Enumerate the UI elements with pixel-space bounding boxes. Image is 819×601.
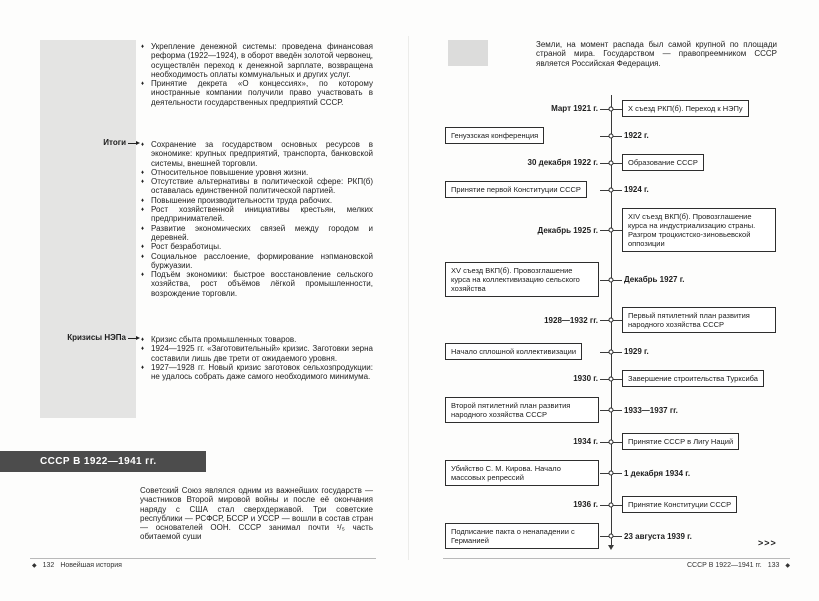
page-number-left: 132 (42, 562, 55, 569)
timeline-node-icon (600, 460, 622, 486)
list-item: ♦ 1927—1928 гг. Новый кризис заготовок сельхозпродукции: не удалось собрать даже самого необходимого минимума. (140, 363, 373, 382)
continuation-gray-box (448, 40, 488, 66)
continuation-arrows: >>> (758, 538, 777, 548)
timeline-event-box: Принятие первой Конституции СССР (445, 181, 587, 198)
list-item: ♦ Принятие декрета «О концессиях», по которому иностранные компании получили право участвовать в деятельности государственных предприятий СССР. (140, 79, 373, 107)
timeline-date: 1922 г. (624, 131, 649, 140)
timeline-date: 1 декабря 1934 г. (624, 468, 691, 478)
list-item: ♦ Отсутствие альтернативы в политической сфере: РКП(б) оставалась единственной политической партией. (140, 177, 373, 196)
timeline-event-box: Принятие Конституции СССР (622, 496, 737, 513)
timeline-row (445, 460, 777, 486)
list-item: ♦ Рост хозяйственной инициативы крестьян, мелких предпринимателей. (140, 205, 373, 224)
footer-label-right: СССР В 1922—1941 гг. (687, 562, 762, 569)
timeline-node-icon (600, 181, 622, 198)
sidebar-label-text: Итоги (103, 138, 126, 147)
timeline-row (445, 307, 777, 333)
timeline-event-box: Генуэзская конференция (445, 127, 544, 144)
sidebar-label-krizisy (40, 333, 140, 342)
arrow-right-icon (128, 333, 140, 342)
bullet-list-itogi (140, 140, 373, 298)
footer-rule-left (30, 558, 376, 559)
timeline-date: 1930 г. (573, 374, 598, 383)
footer-diamond-icon: ◆ (785, 563, 790, 569)
timeline-event-box: Образование СССР (622, 154, 704, 171)
timeline-date: 1934 г. (573, 437, 598, 446)
timeline-node-icon (600, 523, 622, 549)
list-item: ♦ Повышение производительности труда рабочих. (140, 196, 373, 205)
list-item: ♦ Подъём экономики: быстрое восстановление сельского хозяйства, рост объёмов лёгкой промышленности, возрождение торговли. (140, 270, 373, 298)
page-number-right: 133 (767, 562, 780, 569)
timeline-event-box: Второй пятилетний план развития народного хозяйства СССР (445, 397, 599, 423)
timeline-node-icon (600, 262, 622, 297)
sidebar-label-text: Кризисы НЭПа (67, 333, 126, 342)
footer-diamond-icon: ◆ (32, 563, 37, 569)
timeline-date: 23 августа 1939 г. (624, 531, 692, 541)
timeline-date: 1936 г. (573, 500, 598, 509)
timeline-event-box: XV съезд ВКП(б). Провозглашение курса на коллективизацию сельского хозяйства (445, 262, 599, 297)
timeline (445, 95, 777, 551)
page-gutter (408, 36, 409, 560)
timeline-row (445, 496, 777, 513)
sidebar-highlight-bar (40, 40, 136, 418)
section-header-title: СССР В 1922—1941 гг. (40, 456, 157, 467)
footer-label-left: Новейшая история (60, 562, 122, 569)
footer-left (32, 562, 122, 569)
bullet-list-top (140, 42, 373, 107)
timeline-date: 1933—1937 гг. (624, 405, 678, 415)
timeline-event-box: Убийство С. М. Кирова. Начало массовых репрессий (445, 460, 599, 486)
timeline-row (445, 100, 777, 117)
timeline-row (445, 370, 777, 387)
sidebar-label-itogi (40, 138, 140, 147)
timeline-node-icon (600, 496, 622, 513)
list-item: ♦ Относительное повышение уровня жизни. (140, 168, 373, 177)
timeline-event-box: Первый пятилетний план развития народного хозяйства СССР (622, 307, 776, 333)
timeline-date: 1929 г. (624, 347, 649, 356)
timeline-row (445, 127, 777, 144)
timeline-date: 30 декабря 1922 г. (527, 158, 598, 167)
timeline-rows (445, 95, 777, 549)
timeline-date: Декабрь 1925 г. (537, 225, 598, 235)
timeline-event-box: XIV съезд ВКП(б). Провозглашение курса на индустриализацию страны. Разгром троцкистско-зиновьевской оппозиции (622, 208, 776, 252)
footer-rule-right (443, 558, 790, 559)
timeline-row (445, 397, 777, 423)
timeline-row (445, 181, 777, 198)
timeline-date: Март 1921 г. (551, 104, 598, 113)
timeline-node-icon (600, 370, 622, 387)
timeline-event-box: Подписание пакта о ненападении с Германией (445, 523, 599, 549)
list-item: ♦ 1924—1925 гг. «Заготовительный» кризис. Заготовки зерна составили лишь две трети от ожидаемого уровня. (140, 344, 373, 363)
timeline-node-icon (600, 343, 622, 360)
timeline-event-box: Начало сплошной коллективизации (445, 343, 582, 360)
list-item: ♦ Рост безработицы. (140, 242, 373, 251)
section-header (0, 451, 206, 472)
list-item: ♦ Кризис сбыта промышленных товаров. (140, 335, 373, 344)
timeline-row (445, 343, 777, 360)
intro-paragraph-left: Советский Союз являлся одним из важнейших государств — участников Второй мировой войны и после её окончания наряду с США стал сверхдержавой. Три советские республики — РСФСР, БССР и УССР — вошли в состав стран — основателей ООН. СССР занимал почти ¹/₅ часть обитаемой суши (140, 486, 373, 542)
timeline-date: 1924 г. (624, 185, 649, 194)
timeline-row (445, 262, 777, 297)
timeline-node-icon (600, 154, 622, 171)
timeline-row (445, 523, 777, 549)
list-item: ♦ Укрепление денежной системы: проведена финансовая реформа (1922—1924), в оборот введён золотой червонец, осуществлён переход к денежной зарплате, возвращена необходимость оплаты коммунальных и других услуг. (140, 42, 373, 79)
intro-paragraph-right: Земли, на момент распада был самой крупной по площади страной мира. Государством — правопреемником СССР является Российская Федерация. (536, 40, 777, 68)
timeline-row (445, 433, 777, 450)
timeline-node-icon (600, 208, 622, 252)
arrow-right-icon (128, 138, 140, 147)
bullet-list-krizisy (140, 335, 373, 381)
timeline-node-icon (600, 397, 622, 423)
timeline-date: Декабрь 1927 г. (624, 275, 685, 284)
list-item: ♦ Развитие экономических связей между городом и деревней. (140, 224, 373, 243)
timeline-event-box: Завершение строительства Турксиба (622, 370, 764, 387)
timeline-event-box: X съезд РКП(б). Переход к НЭПу (622, 100, 749, 117)
footer-right (687, 562, 790, 569)
timeline-date: 1928—1932 гг. (544, 315, 598, 325)
timeline-row (445, 208, 777, 252)
list-item: ♦ Сохранение за государством основных ресурсов в экономике: крупных предприятий, транспорта, банковской системы, внешней торговли. (140, 140, 373, 168)
timeline-event-box: Принятие СССР в Лигу Наций (622, 433, 739, 450)
timeline-node-icon (600, 433, 622, 450)
timeline-node-icon (600, 127, 622, 144)
timeline-node-icon (600, 100, 622, 117)
list-item: ♦ Социальное расслоение, формирование нэпмановской буржуазии. (140, 252, 373, 271)
timeline-row (445, 154, 777, 171)
timeline-node-icon (600, 307, 622, 333)
